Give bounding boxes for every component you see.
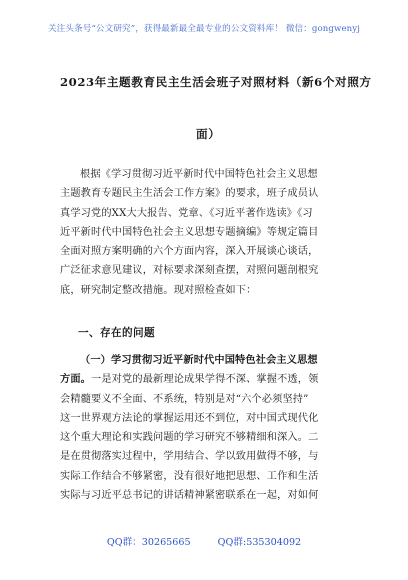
paragraph-line: 根据《学习贯彻习近平新时代中国特色社会主义思想 bbox=[80, 169, 318, 180]
section-heading: 一、存在的问题 bbox=[78, 327, 155, 339]
paragraph-line: 会精髓要义不全面、不系统，特别是对“六个必须坚持” bbox=[60, 393, 309, 405]
paragraph-line: 广泛征求意见建议，对标要求深刻查摆，对照问题剖根究 bbox=[60, 265, 319, 277]
paragraph-line: 真学习党的XX大大报告、党章、《习近平著作选读》《习 bbox=[60, 207, 313, 219]
footer-qq-group-1: QQ群：30265665 bbox=[106, 537, 191, 548]
footer-qq-group-2: QQ群:535304092 bbox=[217, 537, 302, 548]
paragraph-line: 底，研究制定整改措施。现对照检查如下： bbox=[60, 284, 257, 296]
body-paragraph bbox=[60, 351, 352, 505]
paragraph-line: 实际与习近平总书记的讲话精神紧密联系在一起，对如何 bbox=[60, 490, 319, 502]
paragraph-text: 一是对党的最新理论成果学得不深、掌握不透，领 bbox=[91, 374, 319, 386]
paragraph-line: 全面对照方案明确的六个方面内容，深入开展谈心谈话， bbox=[60, 246, 319, 258]
paragraph-line: 近平新时代中国特色社会主义思想专题摘编》等规定篇目 bbox=[60, 226, 319, 238]
document-title: 2023年主题教育民主生活会班子对照材料（新6个对照方 bbox=[60, 75, 372, 89]
subsection-heading: （一）学习贯彻习近平新时代中国特色社会主义思想 bbox=[80, 354, 318, 366]
document-title-continued: 面） bbox=[196, 127, 221, 141]
header-banner: 关注头条号“公文研究”，获得最新最全最专业的公文资料库！ 微信：gongwenyj bbox=[47, 24, 361, 34]
paragraph-line: 这一世界观方法论的掌握运用还不到位，对中国式现代化 bbox=[60, 412, 319, 424]
paragraph-line bbox=[60, 370, 352, 389]
footer bbox=[0, 534, 408, 548]
paragraph-line: 实际工作结合不够紧密，没有很好地把思想、工作和生活 bbox=[60, 470, 319, 482]
paragraph-line: 是在贯彻落实过程中，学用结合、学以致用做得不够，与 bbox=[60, 451, 319, 463]
subsection-heading-end: 方面。 bbox=[60, 373, 92, 386]
paragraph-line: 这个重大理论和实践问题的学习研究不够精细和深入。二 bbox=[60, 432, 319, 444]
intro-paragraph bbox=[60, 165, 352, 300]
paragraph-line: 主题教育专题民主生活会工作方案》的要求，班子成员认 bbox=[60, 188, 319, 200]
